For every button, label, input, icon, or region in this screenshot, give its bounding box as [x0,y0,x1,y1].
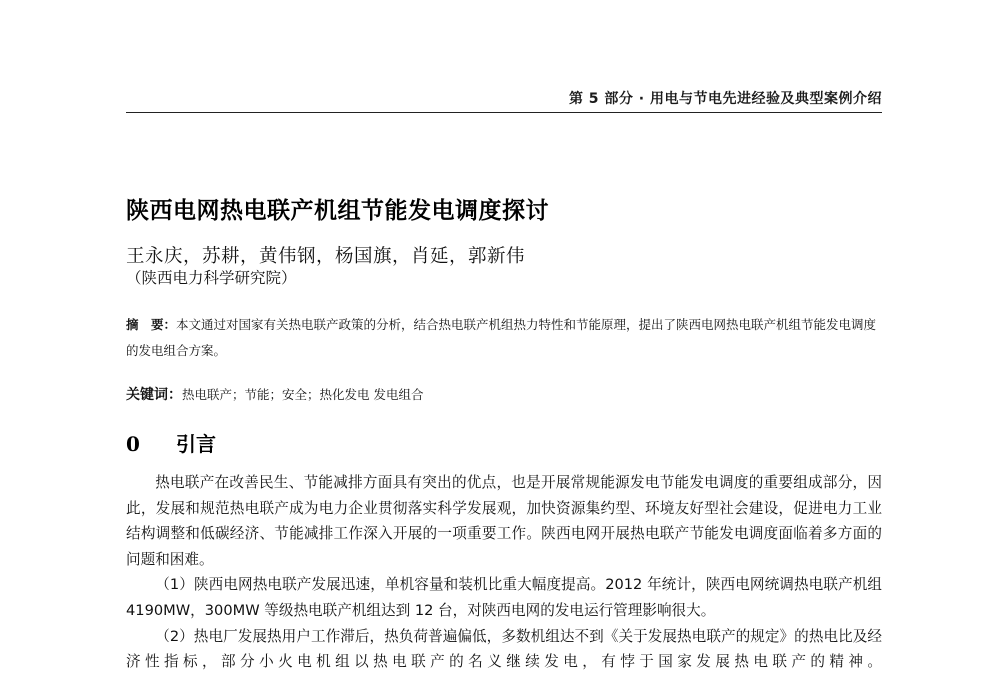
author-list: 王永庆，苏耕，黄伟钢，杨国旗，肖延，郭新伟 [126,246,526,267]
section-title: 引言 [176,432,216,456]
abstract [126,312,882,364]
section-heading [126,428,216,457]
keywords-text: 热电联产；节能；安全；热化发电 发电组合 [182,387,424,402]
paper-title: 陕西电网热电联产机组节能发电调度探讨 [126,197,549,224]
paragraph: 热电联产在改善民生、节能减排方面具有突出的优点，也是开展常规能源发电节能发电调度的重要组成部分，因此，发展和规范热电联产成为电力企业贯彻落实科学发展观，加快资源集约型、环境友好型社会建设，促进电力工业结构调整和低碳经济、节能减排工作深入开展的一项重要工作。陕西电网开展热电联产节能发电调度面临着多方面的问题和困难。 [126,474,882,568]
header-rule [126,112,882,113]
running-head: 第 5 部分 · 用电与节电先进经验及典型案例介绍 [568,91,882,107]
abstract-label: 摘 要： [126,317,177,332]
keywords-label: 关键词： [126,387,182,403]
body-text [126,470,882,675]
keywords [126,384,882,404]
paragraph: （1）陕西电网热电联产发展迅速，单机容量和装机比重大幅度提高。2012 年统计，陕西电网统调热电联产机组 4190MW，300MW 等级热电联产机组达到 12 台，对陕西电网的发电运行管理影响很大。 [126,576,882,619]
affiliation: （陕西电力科学研究院） [126,269,297,287]
section-number: 0 [126,432,140,456]
abstract-text: 本文通过对国家有关热电联产政策的分析，结合热电联产机组热力特性和节能原理，提出了陕西电网热电联产机组节能发电调度的发电组合方案。 [126,317,877,358]
paragraph: （2）热电厂发展热用户工作滞后，热负荷普遍偏低，多数机组达不到《关于发展热电联产的规定》的热电比及经济性指标，部分小火电机组以热电联产的名义继续发电，有悖于国家发展热电联产的精神。 [126,627,882,671]
